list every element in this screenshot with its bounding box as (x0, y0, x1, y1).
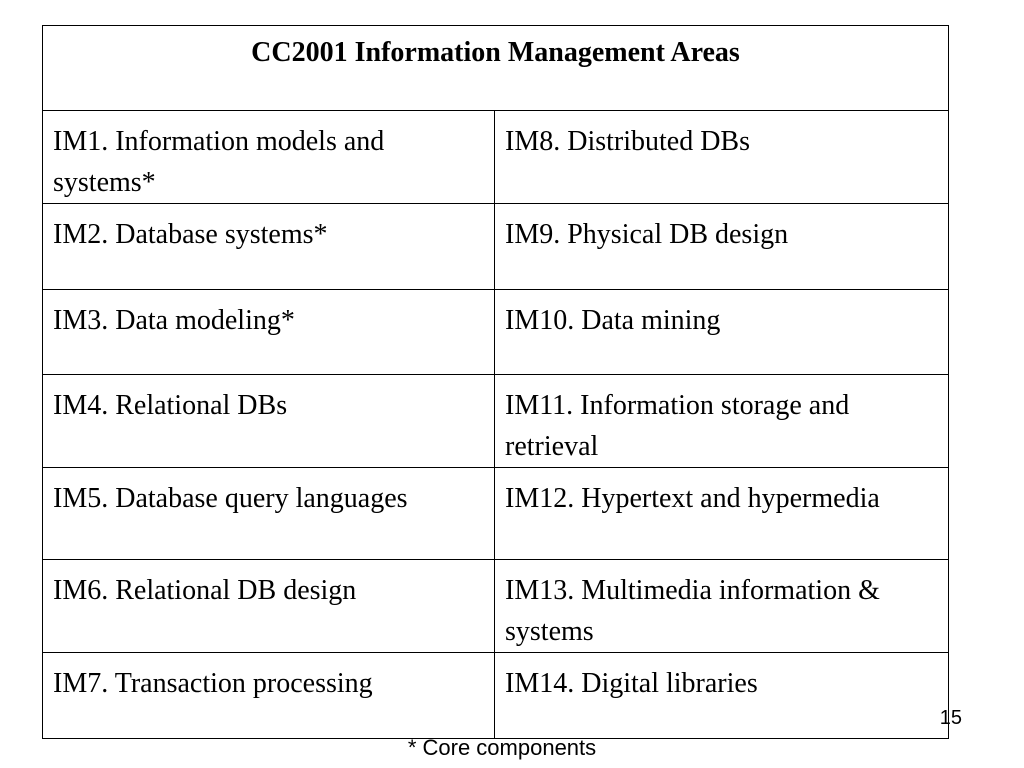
table-cell-left: IM5. Database query languages (43, 468, 495, 560)
table-cell-right: IM10. Data mining (495, 290, 949, 375)
table-row (43, 290, 949, 375)
table-row (43, 560, 949, 653)
table-row (43, 111, 949, 204)
table-cell-right: IM9. Physical DB design (495, 204, 949, 290)
table-cell-right: IM11. Information storage and retrieval (495, 375, 949, 468)
table-cell-left: IM7. Transaction processing (43, 653, 495, 739)
table-cell-left: IM3. Data modeling* (43, 290, 495, 375)
table-cell-left: IM2. Database systems* (43, 204, 495, 290)
information-management-table (42, 25, 949, 739)
table-cell-right: IM8. Distributed DBs (495, 111, 949, 204)
table-row (43, 375, 949, 468)
table-row (43, 653, 949, 739)
table-cell-right: IM14. Digital libraries (495, 653, 949, 739)
footnote: * Core components (407, 735, 597, 760)
table-row (43, 204, 949, 290)
table-row (43, 468, 949, 560)
page-number: 15 (939, 707, 962, 729)
table-title: CC2001 Information Management Areas (43, 26, 949, 111)
table-cell-right: IM12. Hypertext and hypermedia (495, 468, 949, 560)
table-cell-left: IM6. Relational DB design (43, 560, 495, 653)
table-header-row (43, 26, 949, 111)
table-cell-left: IM1. Information models and systems* (43, 111, 495, 204)
table-cell-left: IM4. Relational DBs (43, 375, 495, 468)
table-cell-right: IM13. Multimedia information & systems (495, 560, 949, 653)
